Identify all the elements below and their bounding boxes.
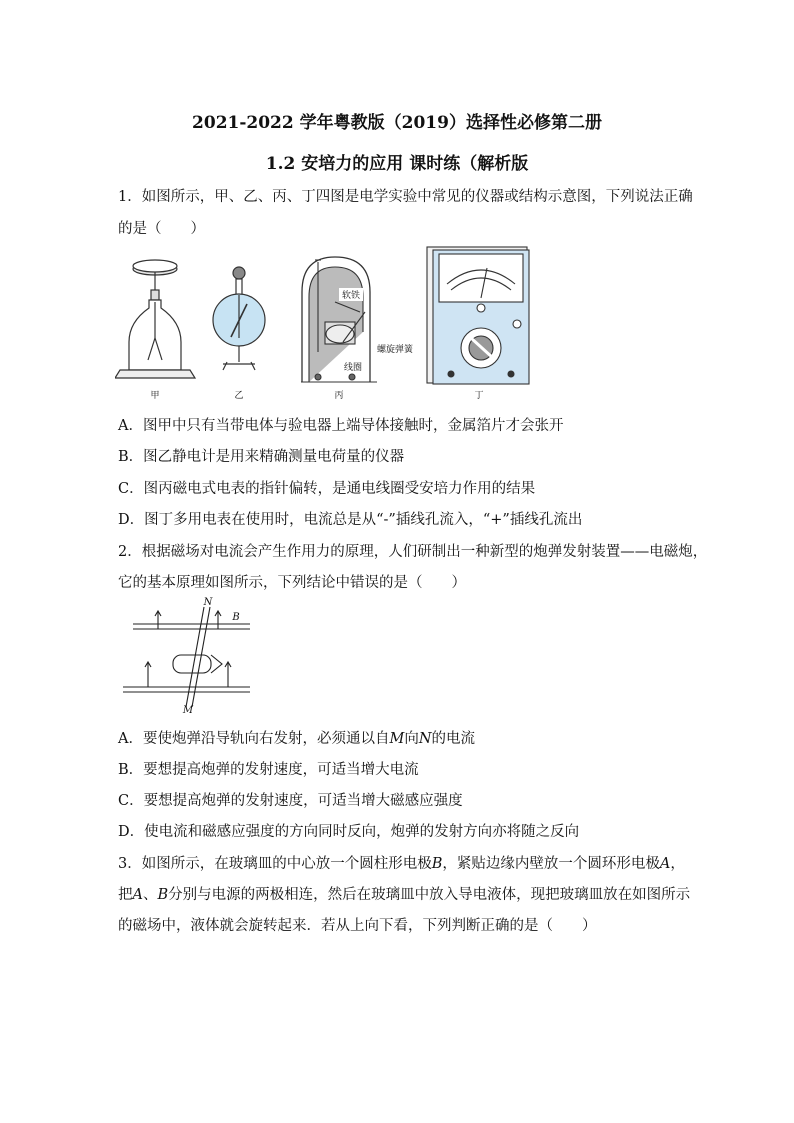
- label-soft-iron: 软铁: [339, 288, 363, 301]
- q3-stem-line1: 3．如图所示，在玻璃皿的中心放一个圆柱形电极B，紧贴边缘内壁放一个圆环形电极A，: [118, 856, 685, 872]
- label-spiral-spring: 螺旋弹簧: [373, 342, 417, 355]
- q1-option-a: A．图甲中只有当带电体与验电器上端导体接触时，金属箔片才会张开: [118, 418, 564, 434]
- moving-coil-meter-illustration: [301, 257, 377, 382]
- q2-option-a: A．要使炮弹沿导轨向右发射，必须通以自M向N的电流: [118, 731, 476, 747]
- q2-option-d: D．使电流和磁感应强度的方向同时反向，炮弹的发射方向亦将随之反向: [118, 824, 580, 840]
- q2-option-c: C．要想提高炮弹的发射速度，可适当增大磁感应强度: [118, 793, 463, 809]
- q1-stem-line1: 1．如图所示，甲、乙、丙、丁四图是电学实验中常见的仪器或结构示意图，下列说法正确: [118, 189, 693, 205]
- q2-stem-line1: 2．根据磁场对电流会产生作用力的原理，人们研制出一种新型的炮弹发射装置——电磁炮，: [118, 544, 708, 560]
- q2-stem-line2: 它的基本原理如图所示，下列结论中错误的是（ ）: [118, 575, 466, 591]
- label-coil: 线圈: [341, 360, 365, 373]
- label-n: N: [203, 597, 213, 608]
- multimeter-illustration: [427, 247, 529, 384]
- label-b: B: [232, 612, 240, 623]
- q1-option-c: C．图丙磁电式电表的指针偏转，是通电线圈受安培力作用的结果: [118, 481, 536, 497]
- caption-jia: 甲: [150, 391, 160, 401]
- caption-yi: 乙: [234, 391, 244, 401]
- electrometer-illustration: [213, 267, 265, 370]
- document-title: 2021-2022 学年粤教版（2019）选择性必修第二册: [192, 113, 602, 133]
- electroscope-illustration: [115, 260, 195, 378]
- q1-option-d: D．图丁多用电表在使用时，电流总是从“-”插线孔流入，“+”插线孔流出: [118, 512, 583, 528]
- q3-stem-line2: 把A、B分别与电源的两极相连，然后在玻璃皿中放入导电液体，现把玻璃皿放在如图所示: [118, 887, 691, 903]
- q3-stem-line3: 的磁场中，液体就会旋转起来．若从上向下看，下列判断正确的是（ ）: [118, 918, 597, 934]
- caption-ding: 丁: [474, 391, 484, 401]
- q1-stem-line2: 的是（ ）: [118, 221, 205, 237]
- label-m: M: [182, 705, 194, 716]
- q2-figure: [118, 597, 253, 719]
- q1-option-b: B．图乙静电计是用来精确测量电荷量的仪器: [118, 449, 405, 465]
- q1-figure: [115, 242, 535, 404]
- document-subtitle: 1.2 安培力的应用 课时练（解析版: [265, 154, 529, 174]
- caption-bing: 丙: [334, 391, 344, 401]
- q1-figure-svg: [115, 242, 535, 404]
- q2-option-b: B．要想提高炮弹的发射速度，可适当增大电流: [118, 762, 419, 778]
